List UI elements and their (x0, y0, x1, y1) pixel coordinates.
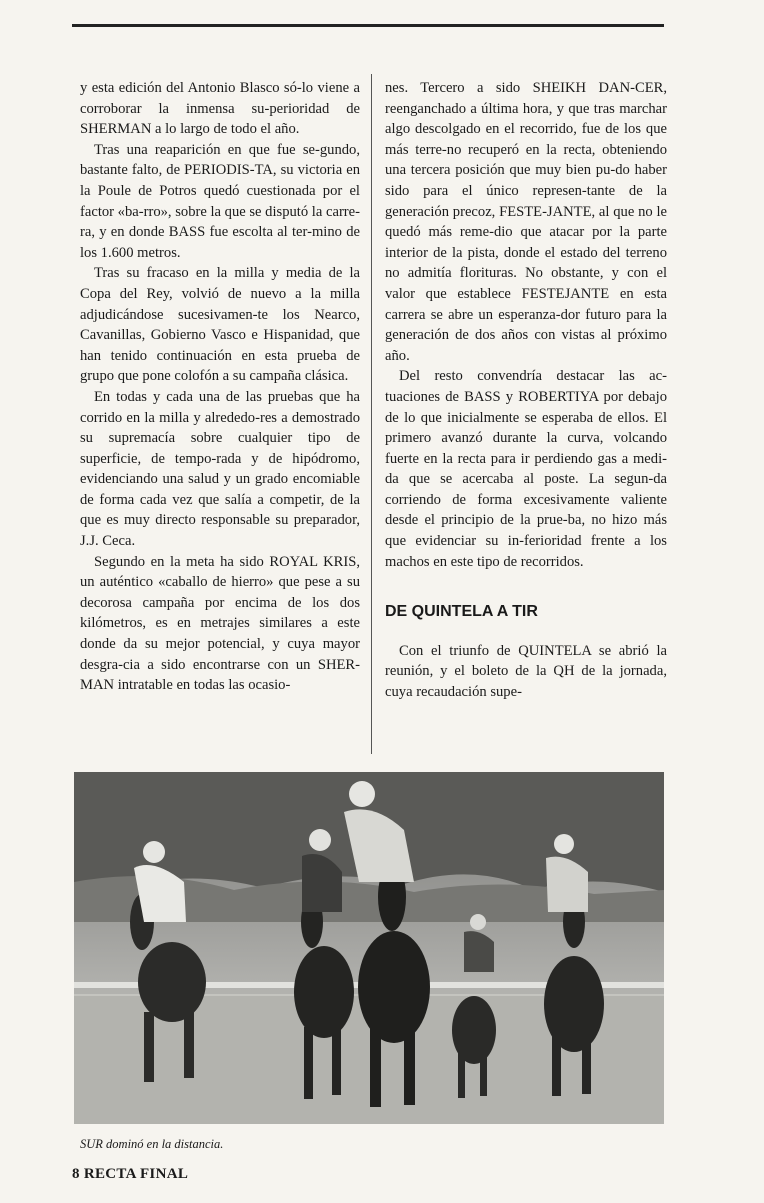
paragraph: Con el triunfo de QUINTELA se abrió la reunión, y el boleto de la QH de la jornada, cuya recaudación supe- (385, 642, 667, 701)
right-column (385, 78, 667, 703)
page-folio: 8 RECTA FINAL (72, 1166, 189, 1182)
paragraph: Tras su fracaso en la milla y media de la Copa del Rey, volvió de nuevo a la milla adjudicándose sucesivamen-te los Nearco, Cavanillas, Gobierno Vasco e Hispanidad, que han tenido continuación en esta prueba de grupo que pone colofón a su campaña clásica. (80, 265, 360, 385)
paragraph: Tras una reaparición en que fue se-gundo, bastante falto, de PERIODIS-TA, su victoria en la Poule de Potros quedó cuestionada por el factor «ba-rro», sobre la que se disputó la carre-ra, y en donde BASS fue escolta al ter-mino de los 1.600 metros. (80, 141, 360, 261)
left-column (80, 78, 360, 696)
column-divider (371, 74, 372, 754)
top-rule (72, 24, 664, 27)
paragraph: En todas y cada una de las pruebas que ha corrido en la milla y alrededo-res a demostrado su supremacía sobre cualquier tipo de superficie, de tempo-rada y de hipódromo, evidenciando una salud y un grado encomiable de forma cada vez que salía a competir, de la que es muy directo responsable su preparador, J.J. Ceca. (80, 388, 360, 550)
race-photo-illustration (74, 772, 664, 1124)
race-photo (74, 772, 664, 1124)
paragraph: y esta edición del Antonio Blasco só-lo viene a corroborar la inmensa su-perioridad de SHERMAN a lo largo de todo el año. (80, 80, 360, 138)
section-subhead: DE QUINTELA A TIR (385, 603, 538, 621)
photo-caption: SUR dominó en la distancia. (80, 1137, 224, 1151)
paragraph: nes. Tercero a sido SHEIKH DAN-CER, reenganchado a última hora, y que tras marchar algo descolgado en el recorrido, fue de los que más terre-no recuperó en la recta, obteniendo una tercera posición que muy bien pu-do haber sido para el único represen-tante de la generación precoz, FESTE-JANTE, al que no le quedó más reme-dio que atacar por la parte interior de la pista, donde el estado del terreno no admitía florituras. No obstante, y con el valor que establece FESTEJANTE en esta carrera se abre un esperanza-dor futuro para la generación de dos años con vistas al próximo año. (385, 80, 667, 364)
paragraph: Del resto convendría destacar las ac-tuaciones de BASS y ROBERTIYA por debajo de lo que inicialmente se esperaba de ellos. El primero avanzó durante la curva, volcando fuerte en la recta para ir perdiendo gas a medi-da que se acercaba al poste. La segun-da corriendo de forma excesivamente valiente desde el principio de la prue-ba, no hizo más que evidenciar su in-ferioridad frente a los machos en este tipo de recorridos. (385, 368, 667, 570)
paragraph: Segundo en la meta ha sido ROYAL KRIS, un auténtico «caballo de hierro» que pese a su decorosa campaña por encima de los dos kilómetros, es en metrajes similares a este donde da su mejor potencial, y cuya mayor desgra-cia a sido encontrarse con un SHER-MAN intratable en todas las ocasio- (80, 553, 360, 694)
